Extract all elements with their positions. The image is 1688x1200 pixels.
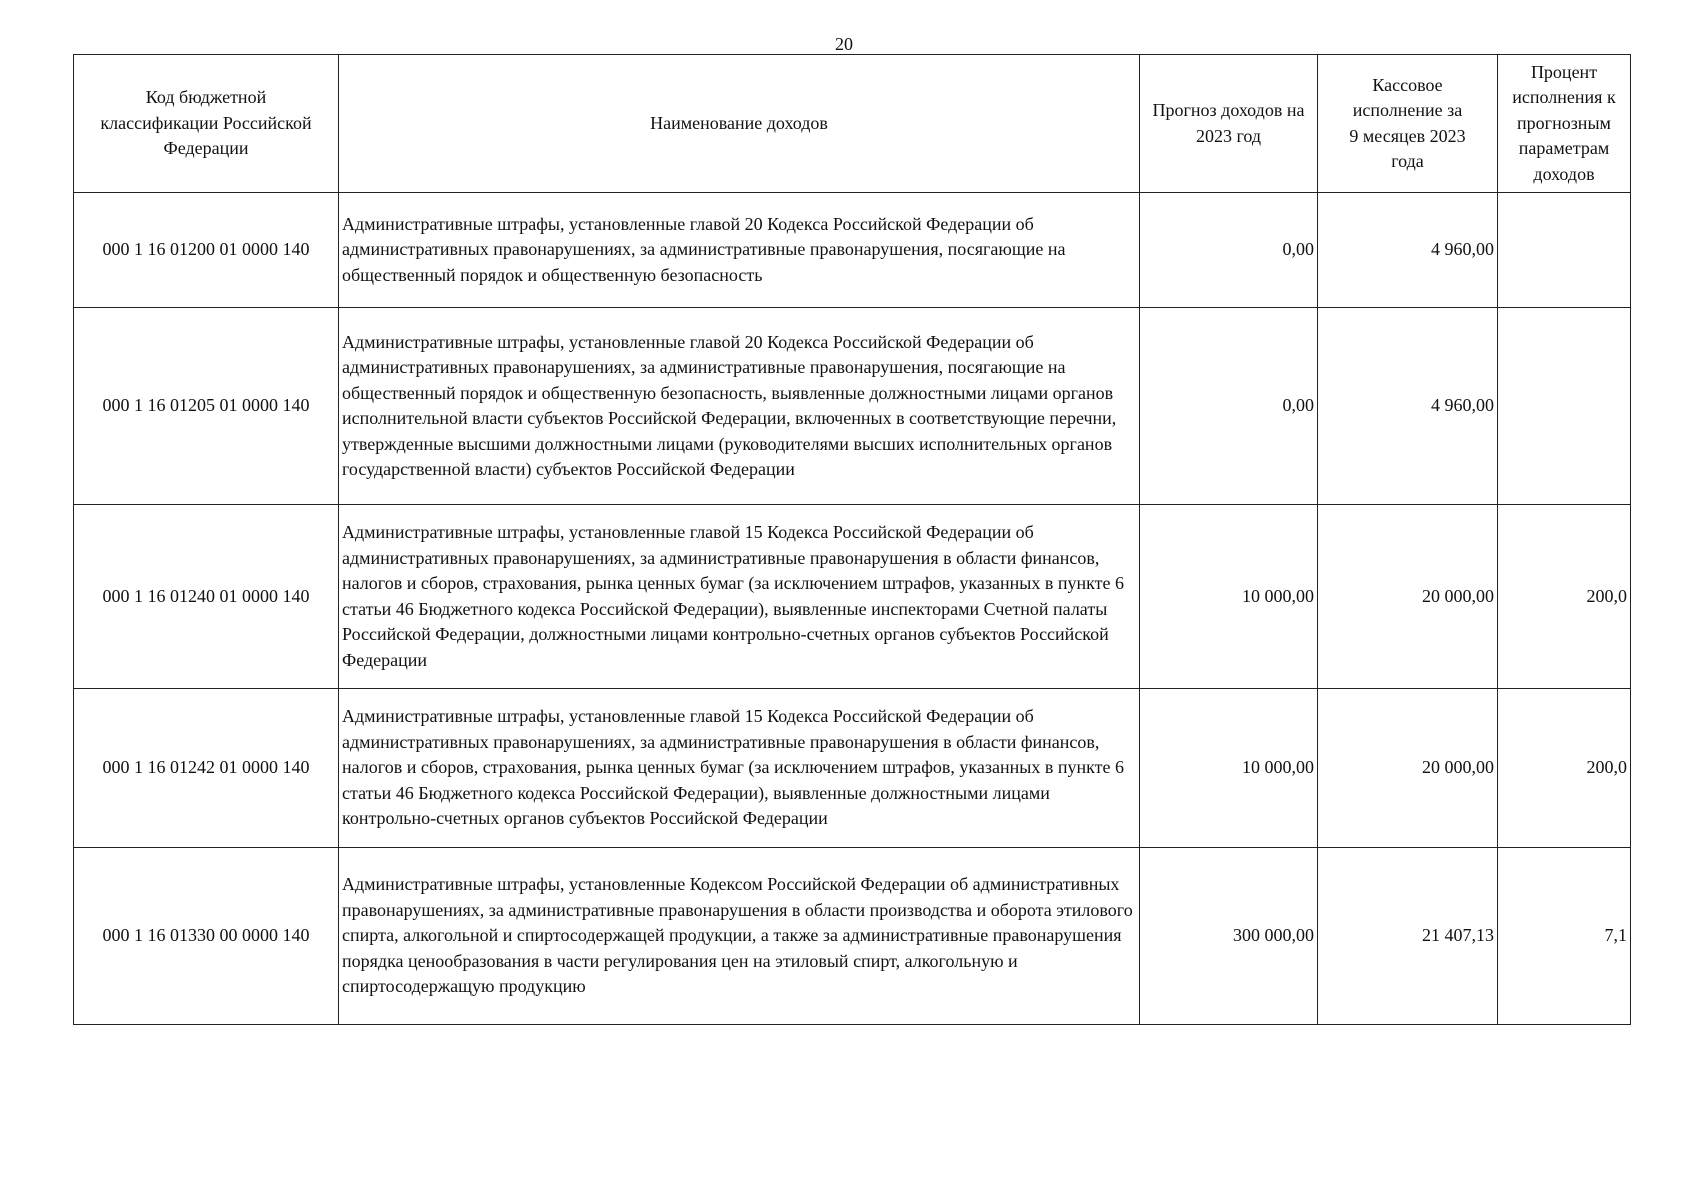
row-name: Административные штрафы, установленные главой 20 Кодекса Российской Федерации об административных правонарушениях, за административные правонарушения, посягающие на общественный порядок и общественную безопасность, выявленные должностными лицами органов исполнительной власти субъектов Российской Федерации, включенных в соответствующие перечни, утвержденные высшими должностными лицами (руководителями высших исполнительных органов государственной власти) субъектов Российской Федерации [339, 308, 1140, 505]
row-cash: 21 407,13 [1318, 848, 1498, 1025]
page-number: 20 [835, 34, 853, 54]
table-header-row [74, 55, 1631, 193]
header-code: Код бюджетной классификации Российской Федерации [74, 55, 339, 193]
table-row [74, 689, 1631, 848]
row-code: 000 1 16 01240 01 0000 140 [74, 505, 339, 689]
row-cash: 20 000,00 [1318, 505, 1498, 689]
table-row [74, 848, 1631, 1025]
row-code: 000 1 16 01200 01 0000 140 [74, 193, 339, 308]
row-code: 000 1 16 01330 00 0000 140 [74, 848, 339, 1025]
header-forecast: Прогноз доходов на 2023 год [1140, 55, 1318, 193]
row-cash: 4 960,00 [1318, 308, 1498, 505]
row-code: 000 1 16 01205 01 0000 140 [74, 308, 339, 505]
row-percent [1498, 308, 1631, 505]
row-cash: 20 000,00 [1318, 689, 1498, 848]
header-name: Наименование доходов [339, 55, 1140, 193]
table-row [74, 308, 1631, 505]
revenue-table [73, 54, 1631, 1025]
row-name: Административные штрафы, установленные главой 15 Кодекса Российской Федерации об административных правонарушениях, за административные правонарушения в области финансов, налогов и сборов, страхования, рынка ценных бумаг (за исключением штрафов, указанных в пункте 6 статьи 46 Бюджетного кодекса Российской Федерации), выявленные инспекторами Счетной палаты Российской Федерации, должностными лицами контрольно-счетных органов субъектов Российской Федерации [339, 505, 1140, 689]
table-row [74, 193, 1631, 308]
row-percent: 200,0 [1498, 689, 1631, 848]
row-forecast: 0,00 [1140, 193, 1318, 308]
row-forecast: 10 000,00 [1140, 689, 1318, 848]
header-cash: Кассовое исполнение за 9 месяцев 2023 года [1318, 55, 1498, 193]
row-name: Административные штрафы, установленные главой 15 Кодекса Российской Федерации об административных правонарушениях, за административные правонарушения в области финансов, налогов и сборов, страхования, рынка ценных бумаг (за исключением штрафов, указанных в пункте 6 статьи 46 Бюджетного кодекса Российской Федерации), выявленные должностными лицами контрольно-счетных органов субъектов Российской Федерации [339, 689, 1140, 848]
row-forecast: 300 000,00 [1140, 848, 1318, 1025]
row-percent: 200,0 [1498, 505, 1631, 689]
row-name: Административные штрафы, установленные главой 20 Кодекса Российской Федерации об административных правонарушениях, за административные правонарушения, посягающие на общественный порядок и общественную безопасность [339, 193, 1140, 308]
row-percent [1498, 193, 1631, 308]
row-code: 000 1 16 01242 01 0000 140 [74, 689, 339, 848]
row-cash: 4 960,00 [1318, 193, 1498, 308]
row-forecast: 0,00 [1140, 308, 1318, 505]
table-row [74, 505, 1631, 689]
row-percent: 7,1 [1498, 848, 1631, 1025]
header-percent: Процент исполнения к прогнозным параметрам доходов [1498, 55, 1631, 193]
row-forecast: 10 000,00 [1140, 505, 1318, 689]
row-name: Административные штрафы, установленные Кодексом Российской Федерации об административных правонарушениях, за административные правонарушения в области производства и оборота этилового спирта, алкогольной и спиртосодержащей продукции, а также за административные правонарушения порядка ценообразования в части регулирования цен на этиловый спирт, алкогольную и спиртосодержащую продукцию [339, 848, 1140, 1025]
